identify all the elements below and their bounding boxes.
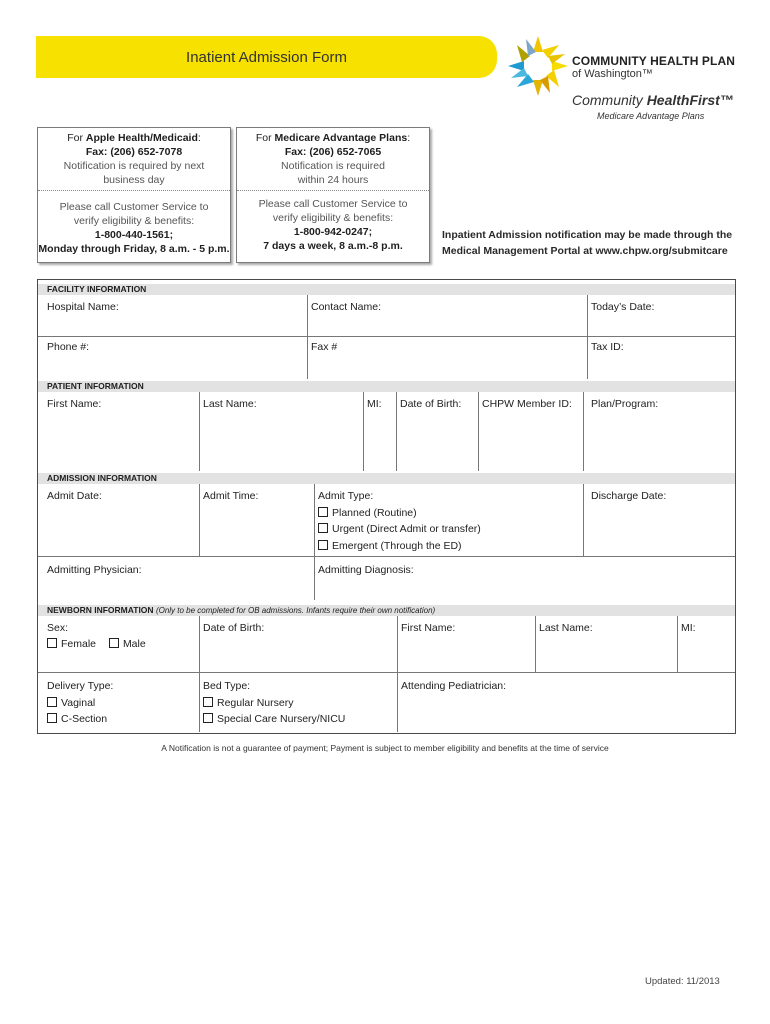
medicaid-fax: Fax: (206) 652-7078	[85, 146, 183, 158]
row-divider	[38, 672, 735, 673]
planned-checkbox[interactable]	[318, 507, 328, 517]
admit-time-field[interactable]: Admit Time:	[203, 490, 259, 502]
vaginal-checkbox[interactable]	[47, 697, 57, 707]
medicare-notice: Notification is required within 24 hours	[281, 160, 385, 186]
cell-divider	[583, 392, 584, 471]
phone-field[interactable]: Phone #:	[47, 341, 90, 353]
medicare-call: Please call Customer Service to verify eligibility & benefits:	[258, 198, 408, 224]
newborn-note: (Only to be completed for OB admissions. Infants require their own notification)	[155, 606, 436, 615]
delivery-type-label: Delivery Type:	[47, 680, 114, 692]
emergent-label: Emergent (Through the ED)	[332, 540, 462, 552]
divider	[38, 190, 230, 191]
nicu-option[interactable]	[203, 713, 345, 725]
csection-label: C-Section	[61, 713, 108, 725]
medicare-heading-suffix: :	[407, 132, 411, 144]
urgent-label: Urgent (Direct Admit or transfer)	[332, 523, 481, 535]
vaginal-label: Vaginal	[61, 697, 96, 709]
portal-notice	[442, 227, 742, 259]
divider	[237, 190, 429, 191]
medicare-hours: 7 days a week, 8 a.m.-8 p.m.	[263, 240, 403, 252]
newborn-dob-field[interactable]: Date of Birth:	[203, 622, 265, 634]
medicaid-heading-bold: Apple Health/Medicaid	[85, 132, 198, 144]
section-heading-patient: PATIENT INFORMATION	[38, 381, 735, 392]
newborn-heading: NEWBORN INFORMATION	[47, 605, 154, 615]
cell-divider	[314, 484, 315, 600]
chpw-logo-icon	[506, 34, 570, 98]
brand-community: Community	[572, 92, 647, 108]
attending-pediatrician-field[interactable]: Attending Pediatrician:	[401, 680, 507, 692]
section-heading-facility: FACILITY INFORMATION	[38, 284, 735, 295]
discharge-date-field[interactable]: Discharge Date:	[591, 490, 667, 502]
payment-disclaimer: A Notification is not a guarantee of payment; Payment is subject to member eligibility and benefits at the time of service	[161, 743, 609, 753]
hospital-name-field[interactable]: Hospital Name:	[47, 301, 119, 313]
nicu-checkbox[interactable]	[203, 713, 213, 723]
newborn-last-name-field[interactable]: Last Name:	[539, 622, 593, 634]
contact-name-field[interactable]: Contact Name:	[311, 301, 382, 313]
medicare-heading	[237, 131, 429, 145]
planned-label: Planned (Routine)	[332, 507, 417, 519]
urgent-checkbox[interactable]	[318, 523, 328, 533]
cell-divider	[535, 616, 536, 672]
medicare-phone: 1-800-942-0247;	[293, 226, 373, 238]
cell-divider	[199, 616, 200, 732]
cell-divider	[307, 295, 308, 379]
newborn-sex-options	[47, 638, 146, 650]
cell-divider	[396, 392, 397, 471]
medicaid-hours: Monday through Friday, 8 a.m. - 5 p.m.	[38, 243, 230, 255]
regular-nursery-checkbox[interactable]	[203, 697, 213, 707]
patient-first-name-field[interactable]: First Name:	[47, 398, 102, 410]
cell-divider	[199, 392, 200, 471]
newborn-sex-label: Sex:	[47, 622, 69, 634]
medicaid-heading-suffix: :	[197, 132, 201, 144]
row-divider	[38, 336, 735, 337]
brand-healthfirst: HealthFirst™	[646, 92, 734, 108]
vaginal-option[interactable]	[47, 697, 95, 709]
patient-last-name-field[interactable]: Last Name:	[203, 398, 257, 410]
org-subname: of Washington™	[572, 68, 653, 80]
todays-date-field[interactable]: Today’s Date:	[591, 301, 655, 313]
contact-box-medicaid	[37, 127, 231, 263]
admitting-physician-field[interactable]: Admitting Physician:	[47, 564, 142, 576]
portal-line-1: Inpatient Admission notification may be made through the	[442, 229, 733, 241]
form-title-bar	[36, 36, 497, 78]
org-name: COMMUNITY HEALTH PLAN	[572, 54, 735, 68]
cell-divider	[583, 484, 584, 556]
admit-type-urgent-option[interactable]	[318, 523, 481, 535]
admit-date-field[interactable]: Admit Date:	[47, 490, 102, 502]
admission-form-table	[37, 279, 736, 734]
form-title: Inatient Admission Form	[186, 49, 347, 66]
fax-field[interactable]: Fax #	[311, 341, 338, 353]
plan-program-field[interactable]: Plan/Program:	[591, 398, 659, 410]
medicaid-phone: 1-800-440-1561;	[94, 229, 174, 241]
medicare-fax: Fax: (206) 652-7065	[284, 146, 382, 158]
admitting-diagnosis-field[interactable]: Admitting Diagnosis:	[318, 564, 414, 576]
male-option[interactable]	[109, 638, 146, 650]
newborn-first-name-field[interactable]: First Name:	[401, 622, 456, 634]
bed-type-label: Bed Type:	[203, 680, 251, 692]
male-checkbox[interactable]	[109, 638, 119, 648]
regular-nursery-label: Regular Nursery	[217, 697, 294, 709]
cell-divider	[587, 295, 588, 379]
csection-checkbox[interactable]	[47, 713, 57, 723]
brand-tagline: Medicare Advantage Plans	[597, 111, 705, 121]
portal-line-2: Medical Management Portal at www.chpw.org/submitcare	[442, 245, 728, 257]
patient-dob-field[interactable]: Date of Birth:	[400, 398, 462, 410]
updated-date: Updated: 11/2013	[645, 976, 720, 987]
newborn-mi-field[interactable]: MI:	[681, 622, 696, 634]
admit-type-label: Admit Type:	[318, 490, 374, 502]
female-checkbox[interactable]	[47, 638, 57, 648]
admit-type-emergent-option[interactable]	[318, 540, 462, 552]
cell-divider	[397, 616, 398, 732]
medicare-heading-prefix: For	[255, 132, 275, 144]
healthfirst-brand	[572, 92, 734, 108]
tax-id-field[interactable]: Tax ID:	[591, 341, 624, 353]
cell-divider	[677, 616, 678, 672]
medicaid-heading	[38, 131, 230, 145]
medicare-heading-bold: Medicare Advantage Plans	[274, 132, 408, 144]
contact-box-medicare	[236, 127, 430, 263]
medicaid-call: Please call Customer Service to verify eligibility & benefits:	[59, 201, 209, 227]
patient-mi-field[interactable]: MI:	[367, 398, 382, 410]
emergent-checkbox[interactable]	[318, 540, 328, 550]
regular-nursery-option[interactable]	[203, 697, 293, 709]
cell-divider	[199, 484, 200, 556]
chpw-member-id-field[interactable]: CHPW Member ID:	[482, 398, 572, 410]
medicaid-notice: Notification is required by next business day	[63, 160, 205, 186]
row-divider	[38, 556, 735, 557]
nicu-label: Special Care Nursery/NICU	[217, 713, 346, 725]
male-label: Male	[122, 638, 146, 650]
medicaid-heading-prefix: For	[67, 132, 86, 144]
section-heading-admission: ADMISSION INFORMATION	[38, 473, 735, 484]
section-heading-newborn	[38, 605, 735, 616]
cell-divider	[478, 392, 479, 471]
cell-divider	[363, 392, 364, 471]
csection-option[interactable]	[47, 713, 107, 725]
admit-type-planned-option[interactable]	[318, 507, 417, 519]
female-option[interactable]	[47, 638, 96, 650]
female-label: Female	[61, 638, 97, 650]
